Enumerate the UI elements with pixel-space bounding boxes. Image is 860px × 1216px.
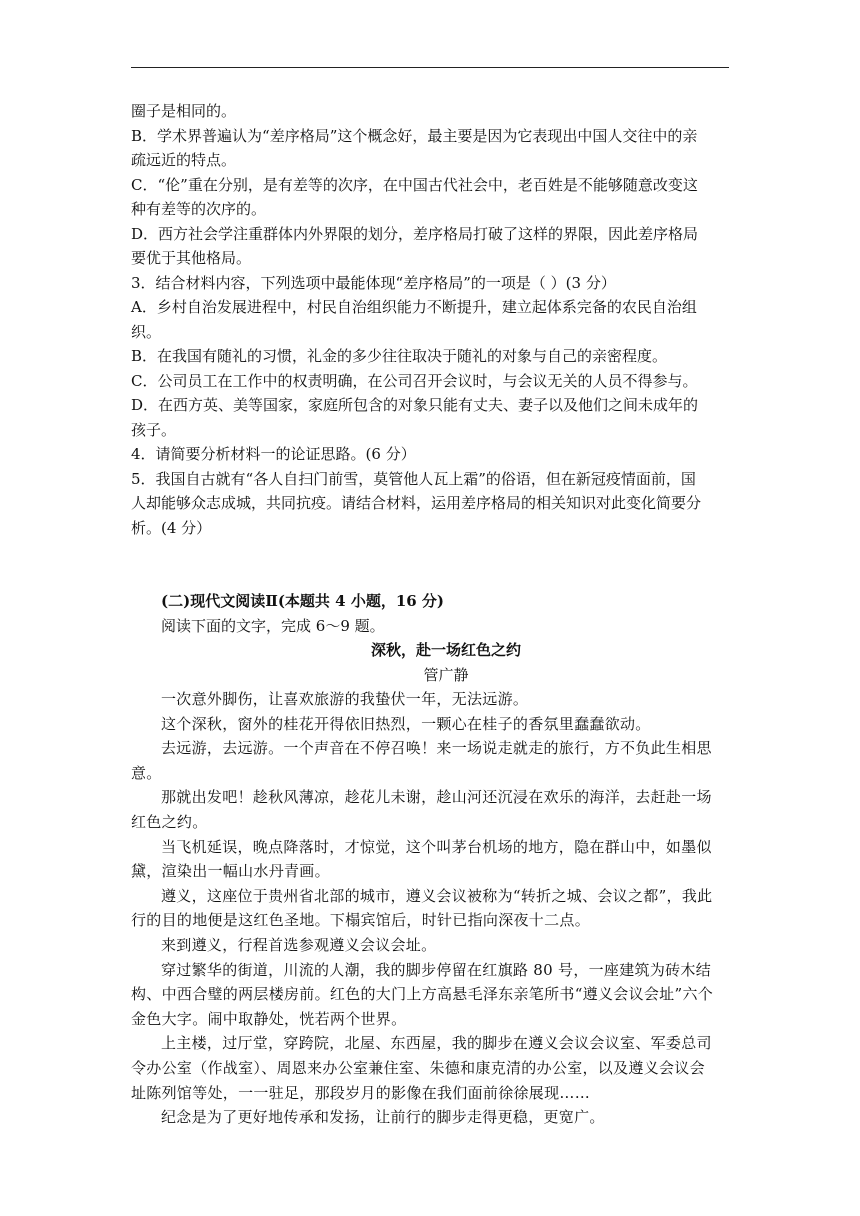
section-heading: (二)现代文阅读Ⅱ(本题共 4 小题，16 分)	[161, 592, 445, 610]
text-line: C．公司员工在工作中的权责明确，在公司召开会议时，与会议无关的人员不得参与。	[131, 371, 698, 390]
questions-block	[131, 99, 731, 540]
story-line: 遵义，这座位于贵州省北部的城市，遵义会议被称为“转折之城、会议之都”，我此	[161, 886, 713, 905]
text-line: 4．请简要分析材料一的论证思路。(6 分）	[131, 445, 416, 463]
text-line: B．在我国有随礼的习惯，礼金的多少往往取决于随礼的对象与自己的亲密程度。	[131, 347, 668, 365]
text-line: 要优于其他格局。	[131, 249, 252, 267]
text-line: 圈子是相同的。	[131, 102, 237, 120]
text-line: 3．结合材料内容，下列选项中最能体现“差序格局”的一项是（ ）(3 分）	[131, 273, 616, 292]
story-line: 那就出发吧！趁秋风薄凉，趁花儿未谢，趁山河还沉浸在欢乐的海洋，去赶赴一场	[161, 788, 712, 807]
story-title: 深秋，赴一场红色之约	[370, 641, 521, 659]
reading-section	[131, 572, 731, 1130]
text-line: 疏远近的特点。	[131, 151, 237, 169]
text-line: D．在西方英、美等国家，家庭所包含的对象只能有丈夫、妻子以及他们之间未成年的	[131, 396, 699, 414]
text-line: 5．我国自古就有“各人自扫门前雪，莫管他人瓦上霜”的俗语，但在新冠疫情面前，国	[131, 469, 696, 488]
story-line: 红色之约。	[131, 812, 208, 831]
story-body	[131, 687, 731, 1130]
instruction: 阅读下面的文字，完成 6～9 题。	[161, 616, 385, 635]
story-line: 黛，渲染出一幅山水丹青画。	[131, 862, 330, 881]
story-line: 址陈列馆等处，一一驻足，那段岁月的影像在我们面前徐徐展现……	[131, 1083, 591, 1102]
text-line: 人却能够众志成城，共同抗疫。请结合材料，运用差序格局的相关知识对此变化简要分	[131, 494, 702, 512]
text-line: 种有差等的次序的。	[131, 200, 267, 218]
text-line: 孩子。	[131, 420, 177, 439]
story-line: 穿过繁华的街道，川流的人潮，我的脚步停留在红旗路 80 号，一座建筑为砖木结	[161, 960, 712, 979]
story-line: 金色大字。闹中取静处，恍若两个世界。	[131, 1009, 407, 1028]
story-line: 来到遵义，行程首选参观遵义会议会址。	[161, 935, 437, 954]
text-line: D．西方社会学注重群体内外界限的划分，差序格局打破了这样的界限，因此差序格局	[131, 224, 699, 243]
text-line: 析。(4 分）	[131, 518, 212, 537]
text-line: 织。	[131, 322, 162, 341]
story-line: 纪念是为了更好地传承和发扬，让前行的脚步走得更稳，更宽广。	[161, 1108, 605, 1127]
text-line: A．乡村自治发展进程中，村民自治组织能力不断提升，建立起体系完备的农民自治组	[131, 298, 697, 316]
story-line: 意。	[131, 763, 162, 782]
text-line: C．“伦”重在分别，是有差等的次序，在中国古代社会中，老百姓是不能够随意改变这	[131, 175, 698, 194]
story-line: 去远游，去远游。一个声音在不停召唤！来一场说走就走的旅行，方不负此生相思	[161, 739, 712, 758]
text-line: B．学术界普遍认为“差序格局”这个概念好，最主要是因为它表现出中国人交往中的亲	[131, 126, 698, 145]
story-line: 行的目的地便是这红色圣地。下榻宾馆后，时针已指向深夜十二点。	[131, 911, 591, 930]
story-line: 令办公室（作战室）、周恩来办公室兼住室、朱德和康克清的办公室，以及遵义会议会	[131, 1058, 705, 1077]
story-line: 一次意外脚伤，让喜欢旅游的我蛰伏一年，无法远游。	[161, 690, 529, 708]
story-line: 这个深秋，窗外的桂花开得依旧热烈，一颗心在桂子的香氛里蠢蠢欲动。	[161, 714, 651, 733]
story-line: 上主楼，过厅堂，穿跨院，北屋、东西屋，我的脚步在遵义会议会议室、军委总司	[161, 1034, 712, 1053]
header-rule	[131, 67, 729, 68]
story-line: 当飞机延误，晚点降落时，才惊觉，这个叫茅台机场的地方，隐在群山中，如墨似	[161, 837, 712, 856]
story-line: 构、中西合璧的两层楼房前。红色的大门上方高悬毛泽东亲笔所书“遵义会议会址”六个	[131, 985, 714, 1004]
story-author: 管广静	[423, 665, 469, 684]
